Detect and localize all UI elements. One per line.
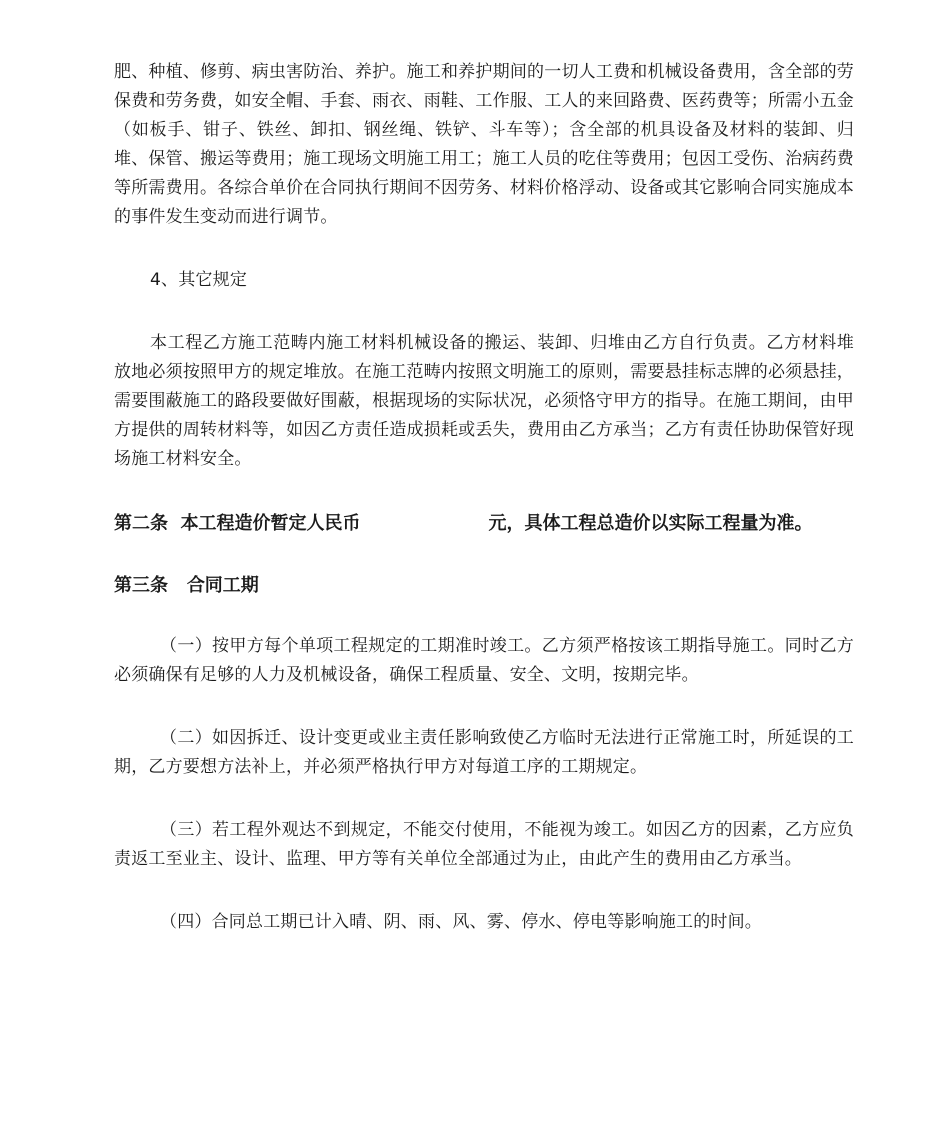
article-2-text-after: 元，具体工程总造价以实际工程量为准。	[488, 513, 813, 534]
article-3-title: 合同工期	[186, 575, 259, 596]
article-2-text-before: 本工程造价暂定人民币	[180, 513, 361, 534]
clause-4: （四）合同总工期已计入晴、阴、雨、风、雾、停水、停电等影响施工的时间。	[160, 912, 762, 932]
clause-2: （二）如因拆迁、设计变更或业主责任影响致使乙方临时无法进行正常施工时，所延误的工期，乙方要想方法补上，并必须严格执行甲方对每道工序的工期规定。	[114, 728, 854, 777]
paragraph-labor-costs: 肥、种植、修剪、病虫害防治、养护。施工和养护期间的一切人工费和机械设备费用，含全部的劳保费和劳务费，如安全帽、手套、雨衣、雨鞋、工作服、工人的来回路费、医药费等；所需小五金（如板手、钳子、铁丝、卸扣、钢丝绳、铁铲、斗车等）；含全部的机具设备及材料的装卸、归堆、保管、搬运等费用；施工现场文明施工用工；施工人员的吃住等费用；包因工受伤、治病药费等所需费用。各综合单价在合同执行期间不因劳务、材料价格浮动、设备或其它影响合同实施成本的事件发生变动而进行调节。	[114, 62, 854, 227]
article-2-label: 第二条	[114, 513, 168, 534]
article-3-label: 第三条	[114, 575, 168, 596]
article-2	[114, 508, 854, 540]
document-page	[114, 58, 854, 937]
section-4-title: 4、其它规定	[150, 270, 248, 290]
article-3	[114, 570, 854, 602]
clause-3: （三）若工程外观达不到规定，不能交付使用，不能视为竣工。如因乙方的因素，乙方应负责返工至业主、设计、监理、甲方等有关单位全部通过为止，由此产生的费用由乙方承当。	[114, 820, 854, 869]
clause-1: （一）按甲方每个单项工程规定的工期准时竣工。乙方须严格按该工期指导施工。同时乙方必须确保有足够的人力及机械设备，确保工程质量、安全、文明，按期完毕。	[114, 636, 854, 685]
paragraph-other-rules: 本工程乙方施工范畴内施工材料机械设备的搬运、装卸、归堆由乙方自行负责。乙方材料堆放地必须按照甲方的规定堆放。在施工范畴内按照文明施工的原则，需要悬挂标志牌的必须悬挂，需要围蔽施工的路段要做好围蔽，根据现场的实际状况，必须恪守甲方的指导。在施工期间，由甲方提供的周转材料等，如因乙方责任造成损耗或丢失，费用由乙方承当；乙方有责任协助保管好现场施工材料安全。	[114, 333, 854, 469]
